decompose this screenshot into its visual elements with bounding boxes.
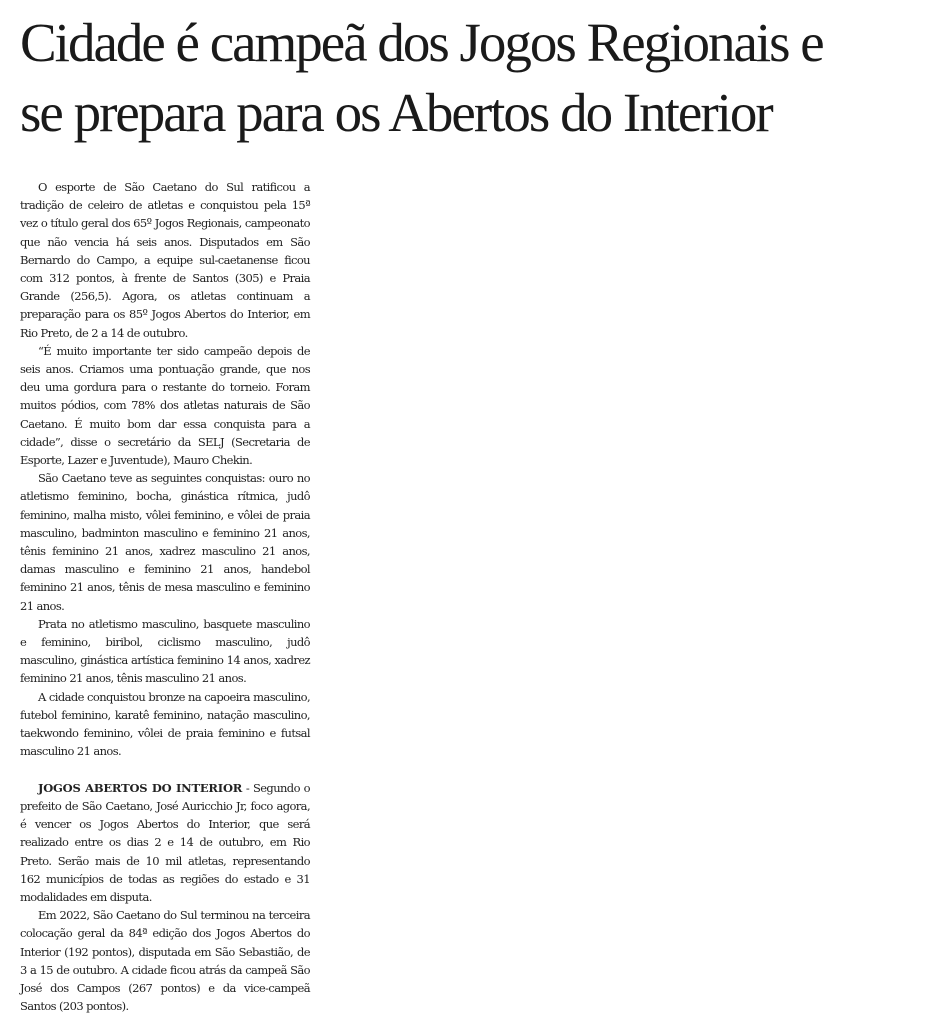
- paragraph-2022-results: Em 2022, São Caetano do Sul terminou na terceira colocação geral da 84ª edição dos Jogos Abertos do Interior (192 pontos), disputada em São Sebastião, de 3 a 15 de outubro. A cidade ficou atrás da campeã São José dos Campos (267 pontos) e da vice-campeã Santos (203 pontos).: [20, 908, 310, 1014]
- section-subheading: JOGOS ABERTOS DO INTERIOR: [38, 780, 243, 795]
- article-body: [20, 178, 310, 1015]
- paragraph-silver-medals: Prata no atletismo masculino, basquete masculino e feminino, biribol, ciclismo masculino, judô masculino, ginástica artística feminino 14 anos, xadrez feminino 21 anos, tênis masculino 21 anos.: [20, 616, 310, 686]
- paragraph-quote: “É muito importante ter sido campeão depois de seis anos. Criamos uma pontuação grande, que nos deu uma gordura para o restante do torneio. Foram muitos pódios, com 78% dos atletas naturais de São Caetano. É muito bom dar essa conquista para a cidade”, disse o secretário da SELJ (Secretaria de Esporte, Lazer e Juventude), Mauro Chekin.: [20, 343, 310, 468]
- paragraph-abertos: [20, 779, 310, 906]
- paragraph-spacer: [20, 761, 310, 779]
- paragraph-intro: O esporte de São Caetano do Sul ratificou a tradição de celeiro de atletas e conquistou pela 15ª vez o título geral dos 65º Jogos Regionais, campeonato que não vencia há seis anos. Disputados em São Bernardo do Campo, a equipe sul-caetanense ficou com 312 pontos, à frente de Santos (305) e Praia Grande (256,5). Agora, os atletas continuam a preparação para os 85º Jogos Abertos do Interior, em Rio Preto, de 2 a 14 de outubro.: [20, 180, 310, 340]
- headline: [20, 8, 935, 148]
- paragraph-abertos-text: - Segundo o prefeito de São Caetano, José Auricchio Jr, foco agora, é vencer os Jogos Abertos do Interior, que será realizado entre os dias 2 e 14 de outubro, em Rio Preto. Serão mais de 10 mil atletas, representando 162 municípios de todas as regiões do estado e 31 modalidades em disputa.: [20, 780, 310, 904]
- paragraph-bronze-medals: A cidade conquistou bronze na capoeira masculino, futebol feminino, karatê feminino, natação masculino, taekwondo feminino, vôlei de praia feminino e futsal masculino 21 anos.: [20, 689, 310, 759]
- headline-line-1: Cidade é campeã dos Jogos Regionais e: [20, 12, 823, 73]
- paragraph-gold-medals: São Caetano teve as seguintes conquistas: ouro no atletismo feminino, bocha, ginástica rítmica, judô feminino, malha misto, vôlei feminino, e vôlei de praia masculino, badminton masculino e feminino 21 anos, tênis feminino 21 anos, xadrez masculino 21 anos, damas masculino e feminino 21 anos, handebol feminino 21 anos, tênis de mesa masculino e feminino 21 anos.: [20, 471, 310, 613]
- headline-line-2: se prepara para os Abertos do Interior: [20, 82, 772, 143]
